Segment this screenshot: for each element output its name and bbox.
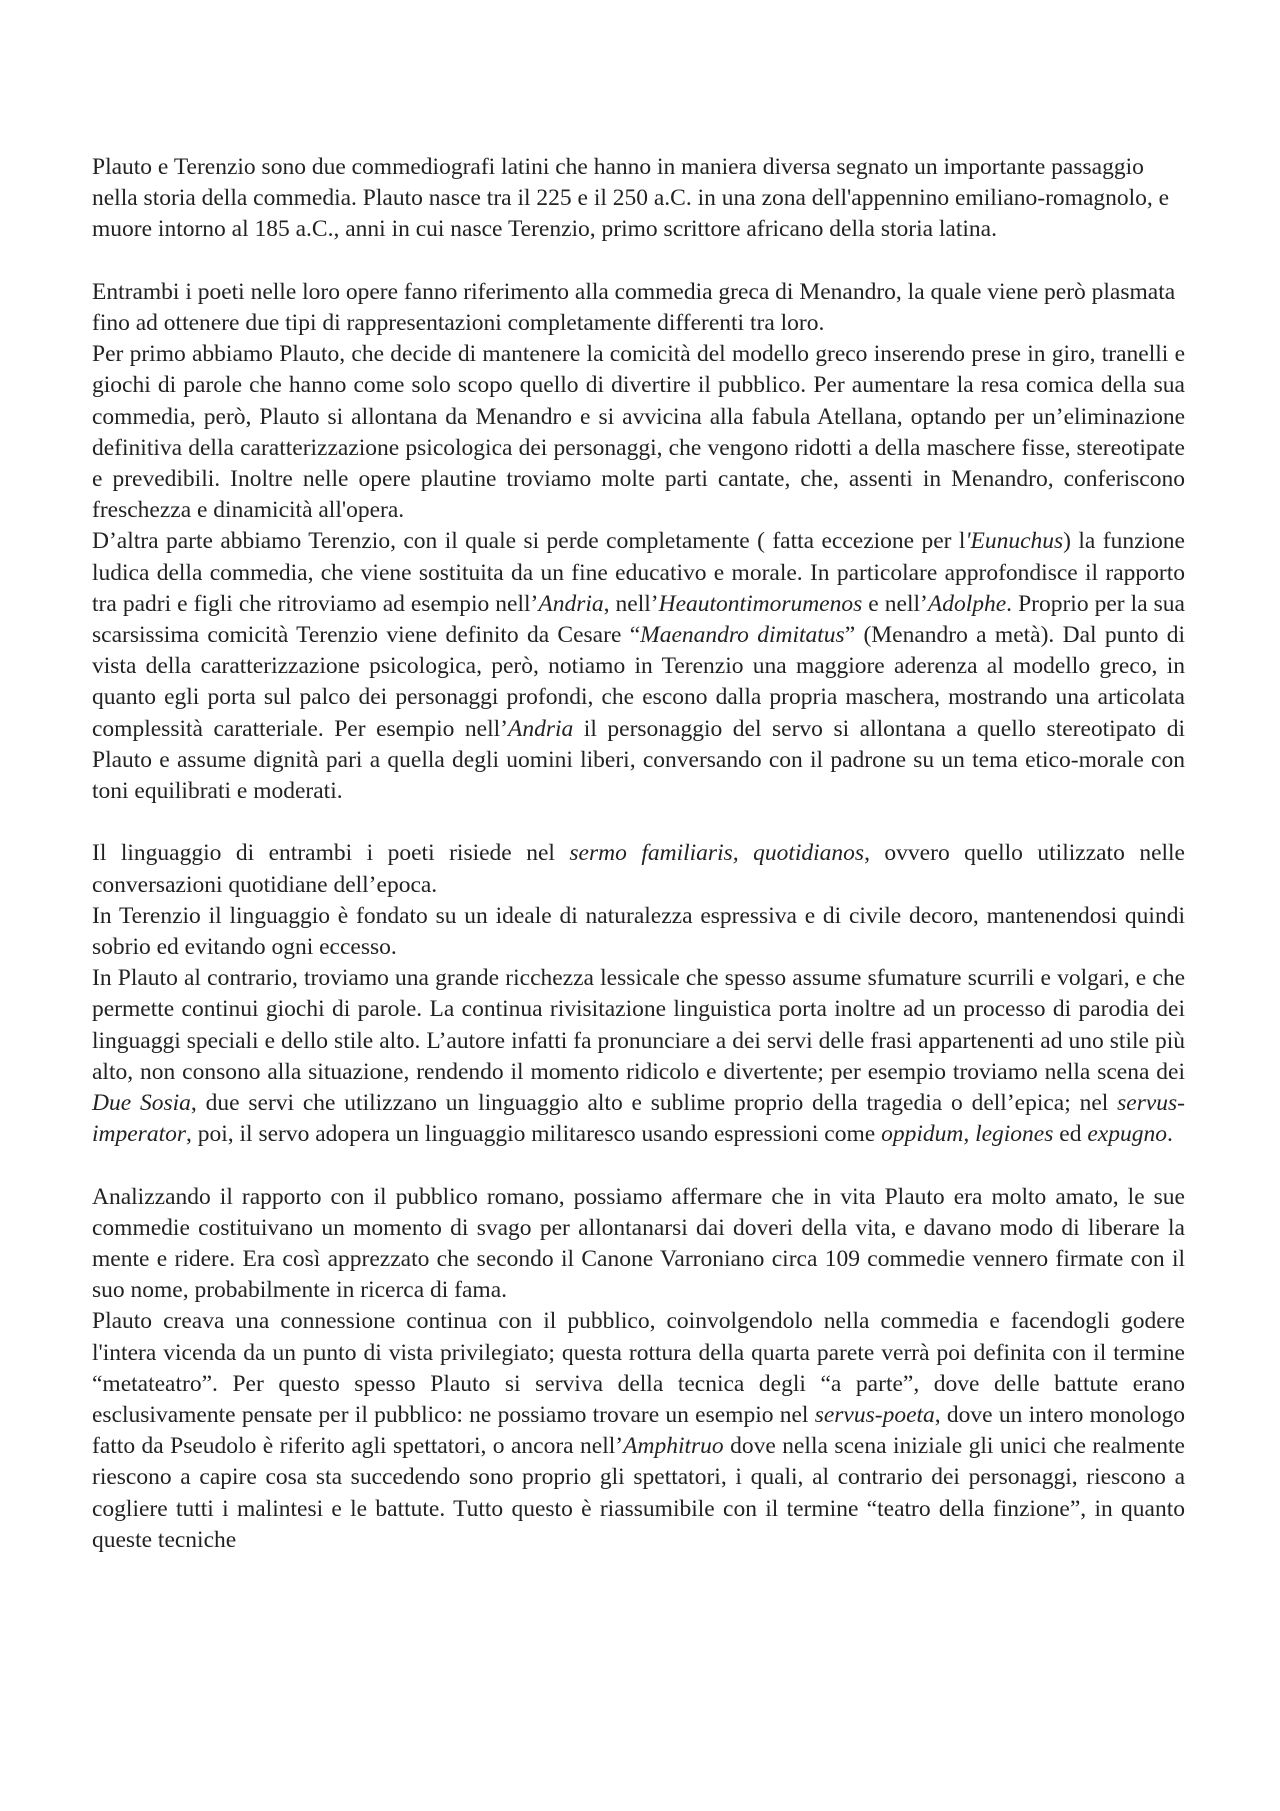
text-run: dove nella scena iniziale gli unici che realmente riescono a capire cosa sta succedendo sono proprio gli spettatori, i quali, al contrario dei personaggi, riescono a cogliere tutti i malintesi e le battute. Tutto questo è riassumibile con il termine “teatro della finzione”, in quanto queste tecniche: [92, 1433, 1185, 1553]
paragraph: [92, 838, 1185, 900]
italic-text: Andria: [538, 590, 604, 617]
italic-text: servus-poeta: [814, 1402, 935, 1429]
paragraph: [92, 901, 1185, 963]
italic-text: expugno: [1087, 1121, 1167, 1148]
italic-text: Andria: [508, 715, 574, 742]
italic-text: Amphitruo: [623, 1433, 724, 1460]
text-run: In Terenzio il linguaggio è fondato su un ideale di naturalezza espressiva e di civile decoro, mantenendosi quindi sobrio ed evitando ogni eccesso.: [92, 902, 1185, 961]
text-run: , dove un intero monologo fatto da Pseudolo è riferito agli spettatori, o ancora nell’: [92, 1402, 1185, 1460]
text-run: In Plauto al contrario, troviamo una grande ricchezza lessicale che spesso assume sfumature scurrili e volgari, e che permette continui giochi di parole. La continua rivisitazione linguistica porta inoltre ad un processo di parodia dei linguaggi speciali e dello stile alto. L’autore infatti fa pronunciare a dei servi delle frasi appartenenti ad uno stile più alto, non consono alla situazione, rendendo il momento ridicolo e divertente; per esempio troviamo nella scena dei: [92, 965, 1185, 1085]
text-run: Il linguaggio di entrambi i poeti risiede nel: [92, 840, 570, 867]
italic-text: Adolphe: [927, 590, 1007, 617]
paragraph: [92, 339, 1185, 526]
paragraph: [92, 1182, 1185, 1307]
italic-text: servus-imperator: [92, 1090, 1185, 1148]
text-run: Per primo abbiamo Plauto, che decide di mantenere la comicità del modello greco inserendo prese in giro, tranelli e giochi di parole che hanno come solo scopo quello di divertire il pubblico. Per aumentare la resa comica della sua commedia, però, Plauto si allontana da Menandro e si avvicina alla fabula Atellana, optando per un’eliminazione definitiva della caratterizzazione psicologica dei personaggi, che vengono ridotti a della maschere fisse, stereotipate e prevedibili. Inoltre nelle opere plautine troviamo molte parti cantate, che, assenti in Menandro, conferiscono freschezza e dinamicità all'opera.: [92, 341, 1185, 524]
italic-text: Due Sosia: [92, 1090, 191, 1117]
paragraph: [92, 152, 1185, 246]
text-run: e nell’: [862, 590, 928, 617]
text-run: ” (Menandro a metà). Dal punto di vista della caratterizzazione psicologica, però, notiamo in Terenzio una maggiore aderenza al modello greco, in quanto egli porta sul palco dei personaggi profondi, che escono dalla propria maschera, mostrando una articolata complessità caratteriale. Per esempio nell’: [92, 622, 1185, 742]
text-run: , poi, il servo adopera un linguaggio militaresco usando espressioni come: [186, 1121, 882, 1148]
text-run: Analizzando il rapporto con il pubblico romano, possiamo affermare che in vita Plauto era molto amato, le sue commedie costituivano un momento di svago per allontanarsi dai doveri della vita, e davano modo di liberare la mente e ridere. Era così apprezzato che secondo il Canone Varroniano circa 109 commedie vennero firmate con il suo nome, probabilmente in ricerca di fama.: [92, 1183, 1185, 1304]
document-body: [92, 152, 1185, 1556]
paragraph: [92, 277, 1185, 339]
text-run: . Proprio per la sua scarsissima comicità Terenzio viene definito da Cesare “: [92, 590, 1185, 649]
text-run: , due servi che utilizzano un linguaggio alto e sublime proprio della tragedia o dell’epica; nel: [190, 1090, 1118, 1117]
text-run: ed: [1053, 1121, 1088, 1148]
italic-text: 'Eunuchus: [965, 528, 1064, 555]
text-run: D’altra parte abbiamo Terenzio, con il quale si perde completamente ( fatta eccezione per l: [92, 528, 966, 555]
italic-text: sermo familiaris, quotidianos: [569, 840, 865, 867]
paragraph: [92, 1306, 1185, 1556]
italic-text: oppidum, legiones: [881, 1121, 1054, 1148]
text-run: , nell’: [603, 590, 659, 617]
text-run: ) la funzione ludica della commedia, che viene sostituita da un fine educativo e morale. In particolare approfondisce il rapporto tra padri e figli che ritroviamo ad esempio nell’: [92, 528, 1185, 617]
text-run: Plauto e Terenzio sono due commediografi latini che hanno in maniera diversa segnato un importante passaggio nella storia della commedia. Plauto nasce tra il 225 e il 250 a.C. in una zona dell'appennino emiliano-romagnolo, e muore intorno al 185 a.C., anni in cui nasce Terenzio, primo scrittore africano della storia latina.: [92, 154, 1170, 243]
paragraph: [92, 526, 1185, 807]
paragraph: [92, 963, 1185, 1150]
italic-text: Heautontimorumenos: [658, 590, 863, 617]
text-run: , ovvero quello utilizzato nelle conversazioni quotidiane dell’epoca.: [92, 840, 1185, 898]
text-run: .: [1166, 1121, 1173, 1148]
text-run: Entrambi i poeti nelle loro opere fanno riferimento alla commedia greca di Menandro, la quale viene però plasmata fino ad ottenere due tipi di rappresentazioni completamente differenti tra loro.: [92, 278, 1176, 336]
text-run: il personaggio del servo si allontana a quello stereotipato di Plauto e assume dignità pari a quella degli uomini liberi, conversando con il padrone su un tema etico-morale con toni equilibrati e moderati.: [92, 715, 1185, 805]
italic-text: Maenandro dimitatus: [640, 622, 845, 649]
text-run: Plauto creava una connessione continua con il pubblico, coinvolgendolo nella commedia e facendogli godere l'intera vicenda da un punto di vista privilegiato; questa rottura della quarta parete verrà poi definita con il termine “metateatro”. Per questo spesso Plauto si serviva della tecnica degli “a parte”, dove delle battute erano esclusivamente pensate per il pubblico: ne possiamo trovare un esempio nel: [92, 1308, 1185, 1429]
